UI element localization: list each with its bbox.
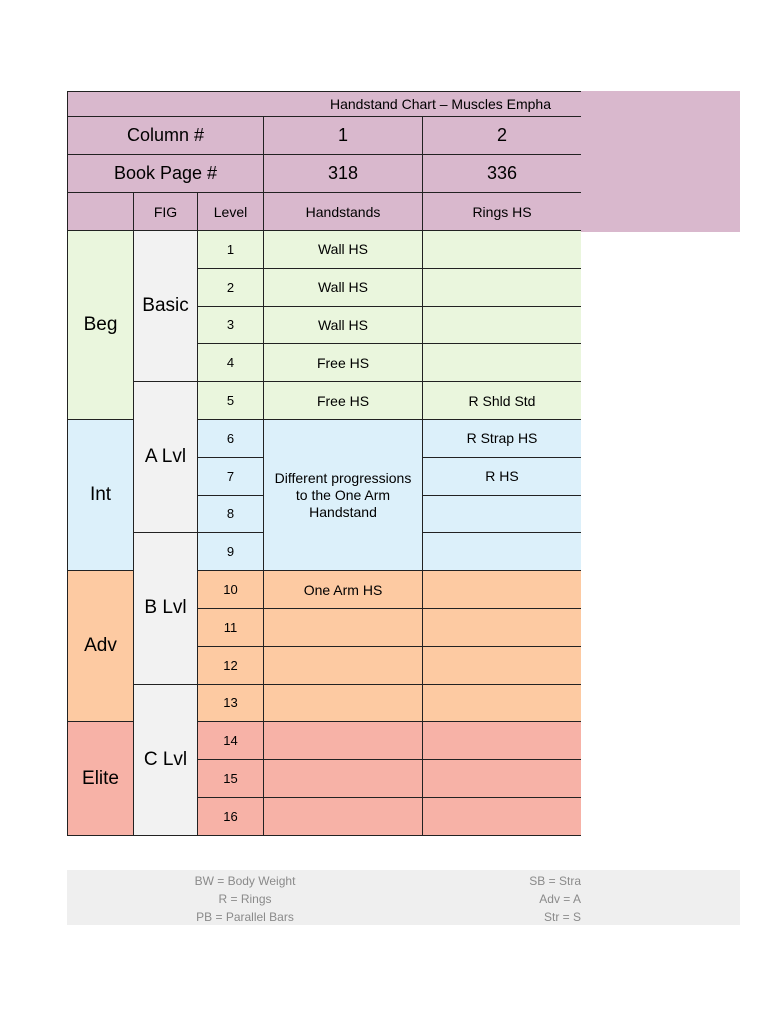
- level-cell: 5: [198, 382, 264, 420]
- handstands-cell: Free HS: [264, 344, 423, 382]
- chart-title: Handstand Chart – Muscles Empha: [68, 92, 582, 117]
- legend-item: BW = Body Weight: [194, 874, 296, 888]
- legend-item: Str = S: [543, 910, 581, 924]
- rings-hs-cell: [423, 344, 582, 382]
- handstands-cell: [264, 684, 423, 722]
- fig-header: FIG: [134, 193, 198, 231]
- handstands-progressions-cell: Different progressions to the One Arm Handstand: [264, 419, 423, 570]
- level-cell: 15: [198, 760, 264, 798]
- column-1-name: Handstands: [264, 193, 423, 231]
- level-cell: 10: [198, 571, 264, 609]
- level-cell: 4: [198, 344, 264, 382]
- rings-hs-cell: [423, 760, 582, 798]
- legend-left: [150, 872, 340, 926]
- handstands-cell: Wall HS: [264, 306, 423, 344]
- rings-hs-cell: R Shld Std: [423, 382, 582, 420]
- rings-hs-cell: [423, 306, 582, 344]
- rings-hs-cell: [423, 495, 582, 533]
- handstands-cell: Free HS: [264, 382, 423, 420]
- level-cell: 2: [198, 268, 264, 306]
- fig-basic: Basic: [134, 231, 198, 382]
- group-elite: Elite: [68, 722, 134, 835]
- column-number-label: Column #: [68, 117, 264, 155]
- book-page-label: Book Page #: [68, 155, 264, 193]
- handstands-cell: Wall HS: [264, 268, 423, 306]
- rings-hs-cell: R HS: [423, 457, 582, 495]
- fig-c-level: C Lvl: [134, 684, 198, 835]
- fig-a-level: A Lvl: [134, 382, 198, 533]
- legend-right: [500, 872, 581, 926]
- rings-hs-cell: R Strap HS: [423, 419, 582, 457]
- group-beginner: Beg: [68, 231, 134, 420]
- level-cell: 16: [198, 797, 264, 835]
- handstands-cell: [264, 722, 423, 760]
- rings-hs-cell: [423, 797, 582, 835]
- rings-hs-cell: [423, 684, 582, 722]
- level-cell: 13: [198, 684, 264, 722]
- handstands-cell: [264, 760, 423, 798]
- rings-hs-cell: [423, 533, 582, 571]
- handstands-cell: [264, 646, 423, 684]
- handstand-chart-table: [67, 91, 581, 836]
- legend-item: Adv = A: [539, 892, 581, 906]
- handstands-cell: One Arm HS: [264, 571, 423, 609]
- level-cell: 14: [198, 722, 264, 760]
- fig-b-level: B Lvl: [134, 533, 198, 684]
- level-cell: 9: [198, 533, 264, 571]
- legend-item: R = Rings: [218, 892, 272, 906]
- legend-item: SB = Stra: [529, 874, 581, 888]
- level-header: Level: [198, 193, 264, 231]
- rings-hs-cell: [423, 571, 582, 609]
- level-cell: 6: [198, 419, 264, 457]
- blank-header-cell: [68, 193, 134, 231]
- level-cell: 1: [198, 231, 264, 269]
- column-2-number: 2: [423, 117, 582, 155]
- handstands-cell: Wall HS: [264, 231, 423, 269]
- legend-item: PB = Parallel Bars: [196, 910, 294, 924]
- rings-hs-cell: [423, 722, 582, 760]
- group-advanced: Adv: [68, 571, 134, 722]
- column-2-page: 336: [423, 155, 582, 193]
- level-cell: 3: [198, 306, 264, 344]
- column-2-name: Rings HS: [423, 193, 582, 231]
- handstands-cell: [264, 797, 423, 835]
- column-1-number: 1: [264, 117, 423, 155]
- chart-table-viewport: [67, 91, 581, 853]
- level-cell: 11: [198, 608, 264, 646]
- level-cell: 8: [198, 495, 264, 533]
- header-band: [581, 91, 740, 232]
- rings-hs-cell: [423, 608, 582, 646]
- rings-hs-cell: [423, 231, 582, 269]
- rings-hs-cell: [423, 646, 582, 684]
- level-cell: 7: [198, 457, 264, 495]
- handstands-cell: [264, 608, 423, 646]
- level-cell: 12: [198, 646, 264, 684]
- column-1-page: 318: [264, 155, 423, 193]
- rings-hs-cell: [423, 268, 582, 306]
- group-intermediate: Int: [68, 419, 134, 570]
